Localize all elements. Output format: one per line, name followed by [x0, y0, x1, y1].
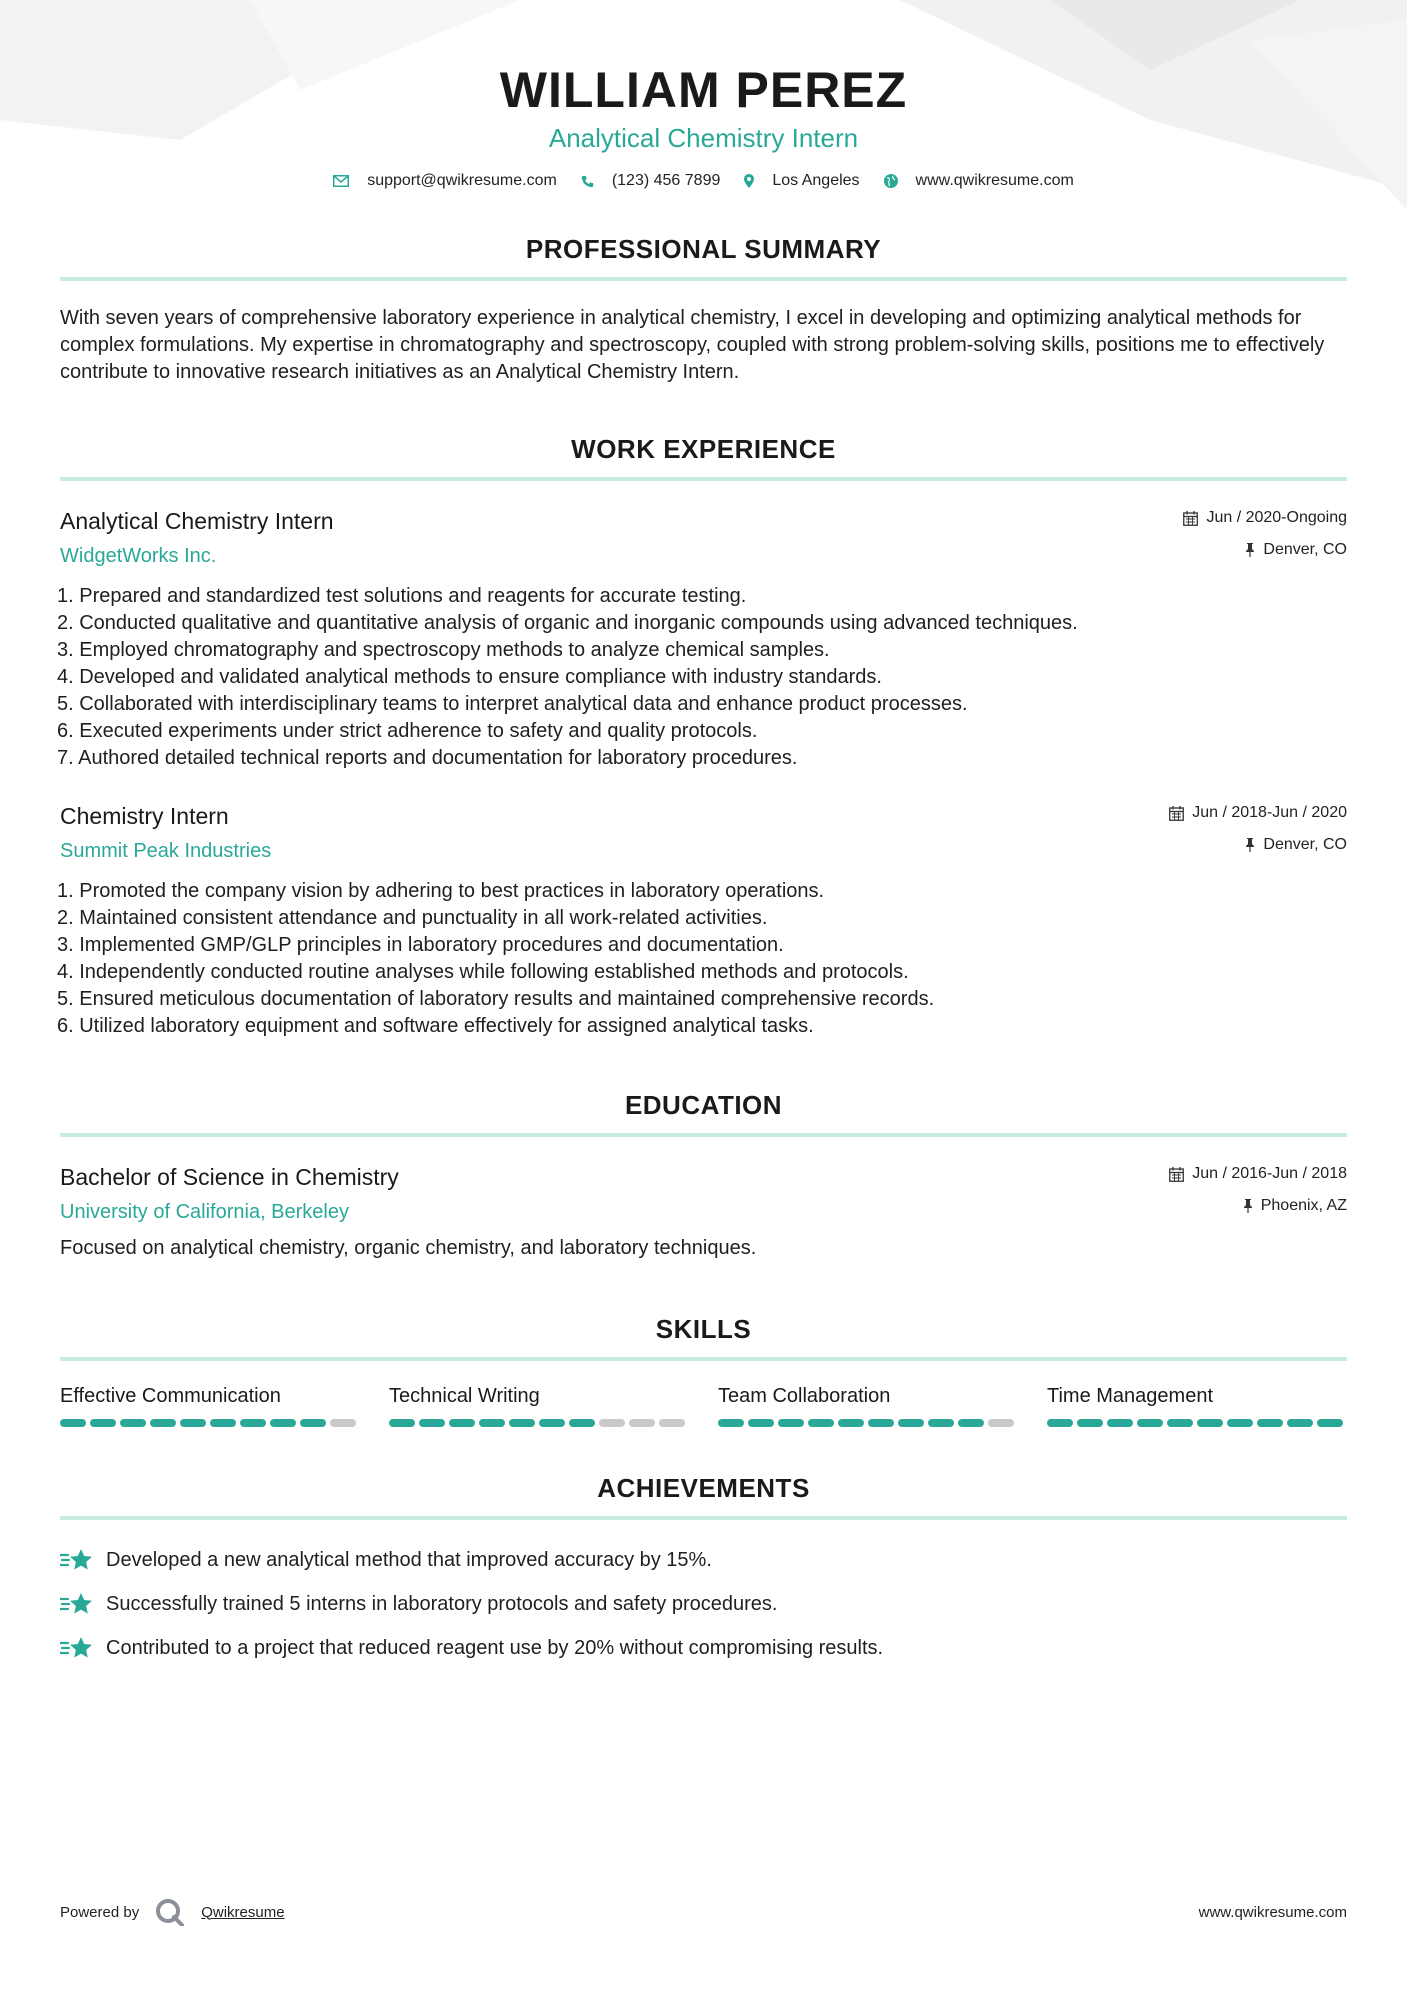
- achievements-list: [60, 1544, 1347, 1664]
- job-bullet: 1. Prepared and standardized test solutions and reagents for accurate testing.: [57, 585, 747, 607]
- qwikresume-logo-icon: [155, 1898, 185, 1926]
- skill-dot-filled: [300, 1419, 326, 1427]
- skill-dot-filled: [808, 1419, 834, 1427]
- pushpin-icon: [1245, 838, 1255, 852]
- job-location-text: Denver, CO: [1263, 541, 1347, 558]
- education-meta: [1169, 1163, 1347, 1225]
- education-heading: EDUCATION: [60, 1090, 1347, 1137]
- job-bullet: 2. Maintained consistent attendance and punctuality in all work-related activities.: [57, 907, 768, 929]
- skill-level-bar: [60, 1419, 360, 1427]
- job-meta: [1183, 507, 1347, 569]
- job-title: Analytical Chemistry Intern: [60, 508, 334, 534]
- contact-phone-text: (123) 456 7899: [611, 172, 721, 189]
- star-achievement-icon: [60, 1635, 94, 1661]
- skill-dot-filled: [748, 1419, 774, 1427]
- skill-level-bar: [389, 1419, 689, 1427]
- school-name: University of California, Berkeley: [60, 1201, 349, 1223]
- contact-phone[interactable]: [581, 172, 721, 190]
- job-dates: [1169, 802, 1347, 824]
- achievement-text: Developed a new analytical method that improved accuracy by 15%.: [106, 1548, 712, 1571]
- job-bullets: [57, 583, 1347, 772]
- achievement-text: Contributed to a project that reduced reagent use by 20% without compromising results.: [106, 1636, 884, 1659]
- job-meta: [1169, 802, 1347, 864]
- job-location: [1183, 539, 1347, 561]
- skill-dot-filled: [1137, 1419, 1163, 1427]
- job-bullet: 4. Independently conducted routine analyses while following established methods and protocols.: [57, 961, 909, 983]
- skill-dot-empty: [330, 1419, 356, 1427]
- job-location: [1169, 834, 1347, 856]
- contact-website-text: www.qwikresume.com: [915, 172, 1074, 189]
- powered-by-label: Powered by: [60, 1903, 140, 1921]
- skill-dot-filled: [1197, 1419, 1223, 1427]
- skill-dot-filled: [419, 1419, 445, 1427]
- job-header: [60, 802, 1347, 864]
- calendar-icon: [1169, 806, 1184, 821]
- contact-location-text: Los Angeles: [772, 172, 860, 189]
- job-dates-text: Jun / 2018-Jun / 2020: [1192, 804, 1347, 821]
- footer-website[interactable]: www.qwikresume.com: [1198, 1903, 1347, 1921]
- skill-dot-filled: [509, 1419, 535, 1427]
- phone-icon: [581, 175, 594, 188]
- star-achievement-icon: [60, 1547, 94, 1573]
- education-location: [1169, 1195, 1347, 1217]
- skill-dot-filled: [180, 1419, 206, 1427]
- skill-dot-filled: [868, 1419, 894, 1427]
- map-pin-icon: [744, 174, 754, 188]
- skill-dot-filled: [1257, 1419, 1283, 1427]
- job-bullet: 5. Collaborated with interdisciplinary teams to interpret analytical data and enhance product processes.: [57, 693, 968, 715]
- skill-dot-filled: [1107, 1419, 1133, 1427]
- skill-dot-filled: [389, 1419, 415, 1427]
- work-experience-heading: WORK EXPERIENCE: [60, 434, 1347, 481]
- education-entry: [60, 1163, 1347, 1262]
- skill-dot-filled: [449, 1419, 475, 1427]
- skill-dot-filled: [928, 1419, 954, 1427]
- achievement-item: [60, 1632, 1347, 1664]
- skill-dot-filled: [838, 1419, 864, 1427]
- skill-dot-empty: [599, 1419, 625, 1427]
- skill-dot-filled: [240, 1419, 266, 1427]
- skill-dot-filled: [60, 1419, 86, 1427]
- skill-level-bar: [1047, 1419, 1347, 1427]
- job-bullet: 4. Developed and validated analytical methods to ensure compliance with industry standards.: [57, 666, 882, 688]
- skill-dot-filled: [718, 1419, 744, 1427]
- education-location-text: Phoenix, AZ: [1260, 1197, 1347, 1214]
- skill-dot-filled: [210, 1419, 236, 1427]
- degree-title: Bachelor of Science in Chemistry: [60, 1164, 399, 1190]
- qwikresume-link[interactable]: Qwikresume: [201, 1903, 285, 1921]
- calendar-icon: [1183, 511, 1198, 526]
- skill-dot-filled: [1287, 1419, 1313, 1427]
- skill-dot-filled: [898, 1419, 924, 1427]
- skill-dot-filled: [1167, 1419, 1193, 1427]
- job-bullet: 6. Utilized laboratory equipment and software effectively for assigned analytical tasks.: [57, 1015, 814, 1037]
- job-bullet: 3. Employed chromatography and spectroscopy methods to analyze chemical samples.: [57, 639, 830, 661]
- job-entry: [57, 802, 1347, 1040]
- skill-dot-filled: [120, 1419, 146, 1427]
- skill-item: [718, 1383, 1018, 1427]
- job-dates: [1183, 507, 1347, 529]
- envelope-icon: [333, 175, 349, 187]
- skill-dot-filled: [1227, 1419, 1253, 1427]
- skill-name: Technical Writing: [389, 1385, 540, 1407]
- skill-dot-filled: [90, 1419, 116, 1427]
- candidate-role: Analytical Chemistry Intern: [548, 123, 859, 153]
- resume-header: [60, 0, 1347, 190]
- star-achievement-icon: [60, 1591, 94, 1617]
- job-header: [60, 507, 1347, 569]
- skill-name: Time Management: [1047, 1385, 1213, 1407]
- skill-dot-filled: [479, 1419, 505, 1427]
- summary-text: With seven years of comprehensive laboratory experience in analytical chemistry, I excel in developing and optimizing analytical methods for complex formulations. My expertise in chromatography and spectroscopy, coupled with strong problem-solving skills, positions me to effectively contribute to innovative research initiatives as an Analytical Chemistry Intern.: [60, 307, 1325, 383]
- skill-dot-filled: [150, 1419, 176, 1427]
- skill-name: Team Collaboration: [718, 1385, 891, 1407]
- achievement-text: Successfully trained 5 interns in laboratory protocols and safety procedures.: [106, 1592, 778, 1615]
- skill-dot-filled: [569, 1419, 595, 1427]
- globe-icon: [884, 174, 898, 188]
- company-name: Summit Peak Industries: [60, 840, 272, 862]
- job-bullet: 5. Ensured meticulous documentation of laboratory results and maintained comprehensive records.: [57, 988, 935, 1010]
- skill-level-bar: [718, 1419, 1018, 1427]
- education-description: Focused on analytical chemistry, organic chemistry, and laboratory techniques.: [60, 1237, 757, 1259]
- job-bullet: 7. Authored detailed technical reports and documentation for laboratory procedures.: [57, 747, 798, 769]
- skill-dot-filled: [1047, 1419, 1073, 1427]
- pushpin-icon: [1245, 543, 1255, 557]
- achievements-heading: ACHIEVEMENTS: [60, 1473, 1347, 1520]
- skill-item: [60, 1383, 360, 1427]
- education-header: [60, 1163, 1347, 1225]
- skill-dot-filled: [958, 1419, 984, 1427]
- skill-dot-filled: [1317, 1419, 1343, 1427]
- skill-dot-filled: [778, 1419, 804, 1427]
- skill-name: Effective Communication: [60, 1385, 281, 1407]
- calendar-icon: [1169, 1167, 1184, 1182]
- candidate-name: WILLIAM PEREZ: [499, 62, 908, 118]
- skills-grid: [60, 1383, 1347, 1427]
- contact-email-text: support@qwikresume.com: [367, 172, 557, 189]
- contact-location: [744, 172, 859, 190]
- contact-bar: [60, 172, 1347, 190]
- footer: [60, 1898, 1347, 1926]
- job-bullet: 1. Promoted the company vision by adhering to best practices in laboratory operations.: [57, 880, 825, 902]
- powered-by: [60, 1898, 285, 1926]
- job-bullet: 3. Implemented GMP/GLP principles in laboratory procedures and documentation.: [57, 934, 784, 956]
- education-dates-text: Jun / 2016-Jun / 2018: [1192, 1165, 1347, 1182]
- pushpin-icon: [1243, 1199, 1253, 1213]
- skill-dot-filled: [1077, 1419, 1103, 1427]
- skill-dot-filled: [270, 1419, 296, 1427]
- company-name: WidgetWorks Inc.: [60, 545, 217, 567]
- contact-email[interactable]: [333, 172, 557, 190]
- summary-heading: PROFESSIONAL SUMMARY: [60, 234, 1347, 281]
- skill-item: [389, 1383, 689, 1427]
- job-dates-text: Jun / 2020-Ongoing: [1206, 509, 1347, 526]
- skill-dot-filled: [539, 1419, 565, 1427]
- job-title: Chemistry Intern: [60, 803, 229, 829]
- skill-dot-empty: [988, 1419, 1014, 1427]
- skills-heading: SKILLS: [60, 1314, 1347, 1361]
- education-dates: [1169, 1163, 1347, 1185]
- skill-dot-empty: [659, 1419, 685, 1427]
- job-bullets: [57, 878, 1347, 1040]
- skill-item: [1047, 1383, 1347, 1427]
- job-bullet: 6. Executed experiments under strict adherence to safety and quality protocols.: [57, 720, 758, 742]
- skill-dot-empty: [629, 1419, 655, 1427]
- job-entry: [57, 507, 1347, 772]
- achievement-item: [60, 1544, 1347, 1576]
- achievement-item: [60, 1588, 1347, 1620]
- job-bullet: 2. Conducted qualitative and quantitative analysis of organic and inorganic compounds using advanced techniques.: [57, 612, 1078, 634]
- job-location-text: Denver, CO: [1263, 836, 1347, 853]
- contact-website[interactable]: [884, 172, 1074, 190]
